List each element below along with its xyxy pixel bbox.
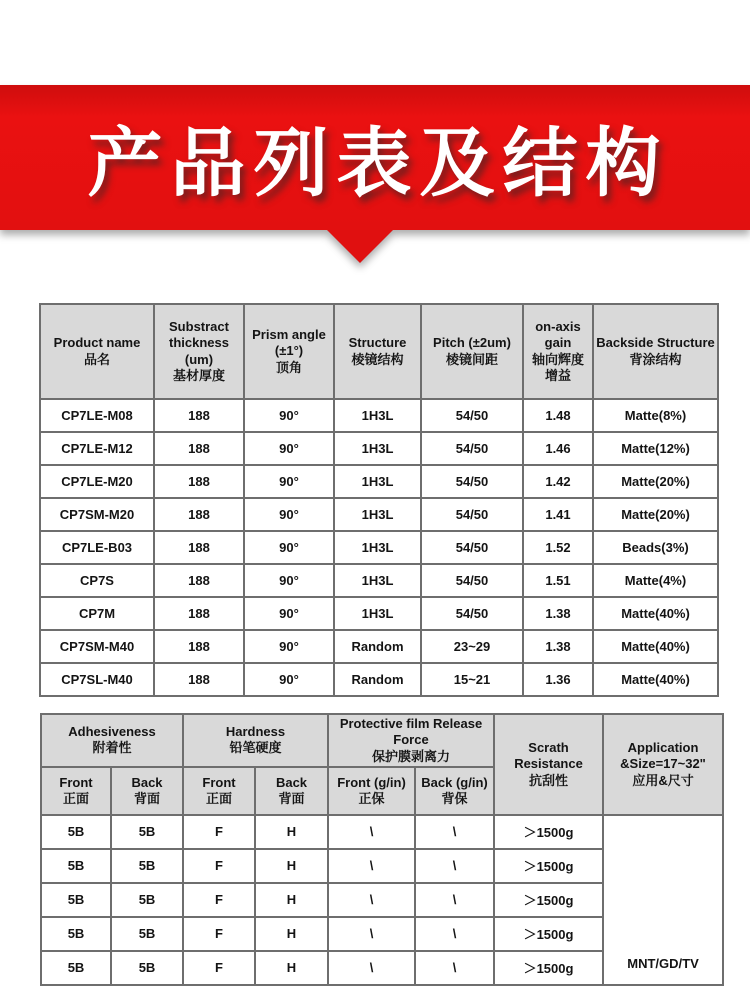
table-cell: 1.52 <box>523 531 593 564</box>
table-cell: \ <box>415 849 494 883</box>
table-cell: Matte(40%) <box>593 597 718 630</box>
table-cell: ＞1500g <box>494 951 603 985</box>
table-row <box>40 399 718 432</box>
physical-properties-table-body <box>41 815 723 985</box>
table-cell: 54/50 <box>421 498 523 531</box>
table-cell: 90° <box>244 597 334 630</box>
banner-background <box>0 85 750 230</box>
table-cell: ＞1500g <box>494 815 603 849</box>
banner-notch-icon <box>327 230 393 263</box>
column-header-pitch: Pitch (±2um) 棱镜间距 <box>421 304 523 399</box>
table-cell: H <box>255 917 328 951</box>
table-cell: Matte(4%) <box>593 564 718 597</box>
table-cell: ＞1500g <box>494 883 603 917</box>
table-row <box>40 465 718 498</box>
table-cell: 188 <box>154 597 244 630</box>
table-cell: 188 <box>154 432 244 465</box>
table-cell: ＞1500g <box>494 849 603 883</box>
table-cell: H <box>255 815 328 849</box>
sub-header-release-back: Back (g/in) 背保 <box>415 767 494 815</box>
physical-properties-table <box>40 713 724 986</box>
table-cell: 1.36 <box>523 663 593 696</box>
table-cell: 5B <box>41 917 111 951</box>
table-cell: Matte(40%) <box>593 663 718 696</box>
application-value: MNT/GD/TV <box>627 955 699 971</box>
table-cell: 1H3L <box>334 465 421 498</box>
table-cell: F <box>183 951 255 985</box>
table-cell: 1H3L <box>334 531 421 564</box>
table-cell: 1.48 <box>523 399 593 432</box>
sub-header-hardness-front: Front 正面 <box>183 767 255 815</box>
table-cell: 5B <box>41 883 111 917</box>
table-cell: \ <box>328 849 415 883</box>
sub-header-adhesiveness-front: Front 正面 <box>41 767 111 815</box>
column-header-backside-structure: Backside Structure 背涂结构 <box>593 304 718 399</box>
table-cell: 23~29 <box>421 630 523 663</box>
table-cell: 188 <box>154 399 244 432</box>
column-header-substract-thickness: Substract thickness (um) 基材厚度 <box>154 304 244 399</box>
table-cell: CP7S <box>40 564 154 597</box>
table-cell: \ <box>328 951 415 985</box>
table-cell: 54/50 <box>421 432 523 465</box>
table-cell: CP7SM-M20 <box>40 498 154 531</box>
table-cell: \ <box>415 951 494 985</box>
table-row <box>40 432 718 465</box>
table-cell: 5B <box>111 917 183 951</box>
table-cell: \ <box>328 883 415 917</box>
table-cell: ＞1500g <box>494 917 603 951</box>
physical-properties-table-header <box>41 714 723 815</box>
table-cell: \ <box>328 917 415 951</box>
table-cell: 90° <box>244 564 334 597</box>
table-cell: 90° <box>244 630 334 663</box>
table-row <box>40 597 718 630</box>
table-cell: H <box>255 951 328 985</box>
table-cell: 90° <box>244 399 334 432</box>
sub-header-adhesiveness-back: Back 背面 <box>111 767 183 815</box>
table-cell: 54/50 <box>421 564 523 597</box>
table-cell: 1.51 <box>523 564 593 597</box>
column-header-application-size: Application &Size=17~32" 应用&尺寸 <box>603 714 723 815</box>
table-cell: 1H3L <box>334 399 421 432</box>
table-cell: Beads(3%) <box>593 531 718 564</box>
column-header-product-name: Product name 品名 <box>40 304 154 399</box>
table-cell: 1H3L <box>334 498 421 531</box>
table-row <box>40 498 718 531</box>
table-cell: 54/50 <box>421 531 523 564</box>
table-cell: F <box>183 917 255 951</box>
table-cell: CP7LE-M20 <box>40 465 154 498</box>
sub-header-release-front: Front (g/in) 正保 <box>328 767 415 815</box>
table-cell: 188 <box>154 564 244 597</box>
table-cell: 1H3L <box>334 432 421 465</box>
table-cell: 54/50 <box>421 399 523 432</box>
table-cell: CP7M <box>40 597 154 630</box>
table-cell: CP7LE-B03 <box>40 531 154 564</box>
table-cell: H <box>255 849 328 883</box>
table-cell: Random <box>334 630 421 663</box>
column-header-prism-angle: Prism angle (±1°) 顶角 <box>244 304 334 399</box>
table-row <box>40 630 718 663</box>
table-cell: 188 <box>154 498 244 531</box>
table-cell: 5B <box>41 951 111 985</box>
product-spec-table-body <box>40 399 718 696</box>
table-cell: 1H3L <box>334 597 421 630</box>
table-cell: 5B <box>41 849 111 883</box>
page-title: 产品列表及结构 <box>87 121 669 205</box>
column-header-scratch-resistance: Scrath Resistance 抗刮性 <box>494 714 603 815</box>
product-spec-table <box>39 303 719 697</box>
column-header-structure: Structure 棱镜结构 <box>334 304 421 399</box>
product-spec-table-header <box>40 304 718 399</box>
table-cell: 15~21 <box>421 663 523 696</box>
table-cell: 90° <box>244 498 334 531</box>
table-cell: \ <box>415 917 494 951</box>
banner <box>0 85 750 230</box>
table-cell: 1.42 <box>523 465 593 498</box>
table-cell: F <box>183 849 255 883</box>
table-cell: F <box>183 815 255 849</box>
table-cell: 188 <box>154 663 244 696</box>
table-cell: 1H3L <box>334 564 421 597</box>
column-header-on-axis-gain: on-axis gain 轴向辉度增益 <box>523 304 593 399</box>
table-cell: \ <box>415 883 494 917</box>
table-cell: 188 <box>154 465 244 498</box>
table-cell: 90° <box>244 531 334 564</box>
table-row <box>40 663 718 696</box>
table-cell: F <box>183 883 255 917</box>
table-row <box>40 564 718 597</box>
table-cell: CP7SM-M40 <box>40 630 154 663</box>
table-cell: 1.38 <box>523 597 593 630</box>
table-cell: Matte(12%) <box>593 432 718 465</box>
table-cell: 1.38 <box>523 630 593 663</box>
table-cell: 90° <box>244 465 334 498</box>
table-row <box>41 815 723 849</box>
table-cell: Matte(20%) <box>593 498 718 531</box>
table-cell: Matte(40%) <box>593 630 718 663</box>
table-cell: 5B <box>41 815 111 849</box>
table-row <box>40 531 718 564</box>
table-cell: 188 <box>154 531 244 564</box>
table-cell: Matte(8%) <box>593 399 718 432</box>
group-header-release-force: Protective film Release Force 保护膜剥离力 <box>328 714 494 767</box>
table-cell: CP7LE-M08 <box>40 399 154 432</box>
table-cell: \ <box>415 815 494 849</box>
table-cell: 1.46 <box>523 432 593 465</box>
table-cell: Random <box>334 663 421 696</box>
application-cell <box>603 815 723 985</box>
table-cell: 5B <box>111 951 183 985</box>
table-cell: 1.41 <box>523 498 593 531</box>
table-cell: 5B <box>111 849 183 883</box>
table-cell: 90° <box>244 663 334 696</box>
group-header-adhesiveness: Adhesiveness 附着性 <box>41 714 183 767</box>
sub-header-hardness-back: Back 背面 <box>255 767 328 815</box>
table-cell: Matte(20%) <box>593 465 718 498</box>
table-cell: H <box>255 883 328 917</box>
table-cell: 5B <box>111 883 183 917</box>
table-cell: 90° <box>244 432 334 465</box>
table-cell: 5B <box>111 815 183 849</box>
table-cell: CP7SL-M40 <box>40 663 154 696</box>
table-cell: CP7LE-M12 <box>40 432 154 465</box>
table-cell: 54/50 <box>421 597 523 630</box>
table-cell: 54/50 <box>421 465 523 498</box>
table-cell: 188 <box>154 630 244 663</box>
table-cell: \ <box>328 815 415 849</box>
group-header-hardness: Hardness 铅笔硬度 <box>183 714 328 767</box>
